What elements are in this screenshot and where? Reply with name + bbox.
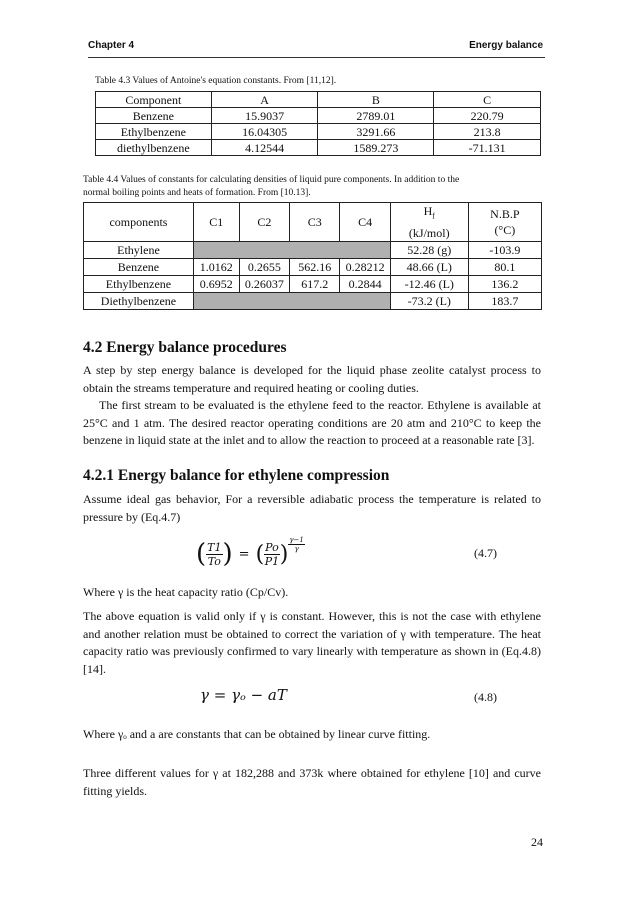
- column-header: C: [434, 92, 541, 108]
- table-cell: Ethylene: [84, 242, 194, 259]
- shaded-cell: [193, 242, 390, 259]
- table-row: [84, 242, 542, 259]
- equation-label: (4.8): [474, 690, 497, 704]
- table-cell: 48.66 (L): [390, 259, 468, 276]
- fraction-exponent: [288, 536, 305, 553]
- table-cell: 3291.66: [318, 124, 434, 140]
- table-4-3: [95, 91, 541, 156]
- chapter-label: Chapter 4: [88, 40, 135, 51]
- column-header-nbp: [468, 203, 541, 242]
- table-cell: Ethylbenzene: [96, 124, 212, 140]
- table-cell: 1589.273: [318, 140, 434, 156]
- table-cell: Diethylbenzene: [84, 293, 194, 310]
- table-row: [84, 293, 542, 310]
- column-header: B: [318, 92, 434, 108]
- equals-sign: =: [238, 546, 250, 562]
- table-cell: 0.2655: [239, 259, 289, 276]
- table-cell: 0.2844: [340, 276, 390, 293]
- table-cell: 0.6952: [193, 276, 239, 293]
- table-cell: Benzene: [96, 108, 212, 124]
- table-cell: 2789.01: [318, 108, 434, 124]
- table-4-4-caption-line-1: Table 4.4 Values of constants for calculating densities of liquid pure components. In addition to the: [83, 175, 460, 185]
- table-cell: -12.46 (L): [390, 276, 468, 293]
- table-cell: 52.28 (g): [390, 242, 468, 259]
- column-header: C2: [239, 203, 289, 242]
- table-cell: diethylbenzene: [96, 140, 212, 156]
- table-cell: -71.131: [434, 140, 541, 156]
- nbp-label: N.B.P: [490, 207, 520, 221]
- paragraph: A step by step energy balance is developed for the liquid phase zeolite catalyst process to obtain the streams temperature and required heating or cooling duties.: [83, 363, 541, 395]
- paragraph: Three different values for γ at 182,288 and 373k where obtained for ethylene [10] and curve fitting yields.: [83, 766, 541, 798]
- hf-symbol: H: [423, 204, 433, 219]
- column-header: Component: [96, 92, 212, 108]
- column-header: C1: [193, 203, 239, 242]
- table-cell: 183.7: [468, 293, 541, 310]
- table-row: [96, 140, 541, 156]
- column-header: components: [84, 203, 194, 242]
- table-cell: 562.16: [290, 259, 340, 276]
- rhs-denominator: P1: [264, 554, 280, 568]
- paragraph: Assume ideal gas behavior, For a reversible adiabatic process the temperature is related to pressure by (Eq.4.7): [83, 492, 541, 524]
- hf-unit: (kJ/mol): [408, 225, 450, 240]
- table-cell: 617.2: [290, 276, 340, 293]
- table-4-4: [83, 202, 542, 310]
- paragraph: The above equation is valid only if γ is constant. However, this is not the case with ethylene and another relation must be obtained to correct the variation of γ with temperature. The heat capacity ratio was previously confirmed to vary linearly with temperature as shown in (Eq.4.8) [14].: [83, 609, 541, 676]
- table-cell: 213.8: [434, 124, 541, 140]
- table-4-3-caption: Table 4.3 Values of Antoine's equation constants. From [11,12].: [95, 76, 337, 86]
- page-number: 24: [531, 835, 543, 849]
- lhs-numerator: T1: [207, 540, 222, 554]
- table-row: [96, 108, 541, 124]
- section-heading: 4.2.1 Energy balance for ethylene compression: [83, 467, 390, 484]
- equation-4-8: γ = γₒ − aT: [200, 686, 287, 704]
- table-cell: 80.1: [468, 259, 541, 276]
- chapter-title: Energy balance: [469, 40, 543, 51]
- column-header: A: [211, 92, 318, 108]
- table-cell: 0.26037: [239, 276, 289, 293]
- shaded-cell: [193, 293, 390, 310]
- fraction-lhs: [206, 541, 222, 568]
- paragraph: Where γₒ and a are constants that can be obtained by linear curve fitting.: [83, 727, 431, 741]
- table-row: [96, 124, 541, 140]
- table-cell: 1.0162: [193, 259, 239, 276]
- table-cell: 15.9037: [211, 108, 318, 124]
- table-cell: -73.2 (L): [390, 293, 468, 310]
- rhs-numerator: Po: [265, 540, 279, 554]
- table-cell: Ethylbenzene: [84, 276, 194, 293]
- table-cell: -103.9: [468, 242, 541, 259]
- table-cell: 136.2: [468, 276, 541, 293]
- column-header-hf: [390, 203, 468, 242]
- table-header-row: [96, 92, 541, 108]
- exponent-numerator: γ−1: [289, 536, 304, 544]
- nbp-unit: (°C): [494, 223, 516, 237]
- equation-4-7: ( $\frac{T1}{To}$ ) = ( $\frac{Po}{P1}$ ) $\frac{\gamma-1}{\gamma}$: [196, 536, 304, 569]
- table-row: [84, 259, 542, 276]
- column-header: C4: [340, 203, 390, 242]
- table-cell: 4.12544: [211, 140, 318, 156]
- fraction-rhs: [264, 541, 280, 568]
- column-header: C3: [290, 203, 340, 242]
- table-cell: 220.79: [434, 108, 541, 124]
- header-rule: [88, 57, 545, 58]
- table-cell: 16.04305: [211, 124, 318, 140]
- hf-subscript: f: [432, 211, 435, 221]
- equation-label: (4.7): [474, 546, 497, 560]
- table-4-4-caption-line-2: normal boiling points and heats of formation. From [10.13].: [83, 188, 311, 198]
- exponent-denominator: γ: [294, 545, 299, 553]
- paragraph: Where γ is the heat capacity ratio (Cp/Cv).: [83, 585, 289, 599]
- section-heading: 4.2 Energy balance procedures: [83, 339, 287, 356]
- paragraph: The first stream to be evaluated is the ethylene feed to the reactor. Ethylene is available at 25°C and 1 atm. The desired reactor operating conditions are 20 atm and 210°C to keep the benzene in liquid state at the inlet and to allow the reaction to proceed at a reasonable rate [3].: [83, 398, 541, 447]
- lhs-denominator: To: [207, 554, 221, 568]
- table-row: [84, 276, 542, 293]
- table-header-row: [84, 203, 542, 242]
- table-cell: 0.28212: [340, 259, 390, 276]
- table-cell: Benzene: [84, 259, 194, 276]
